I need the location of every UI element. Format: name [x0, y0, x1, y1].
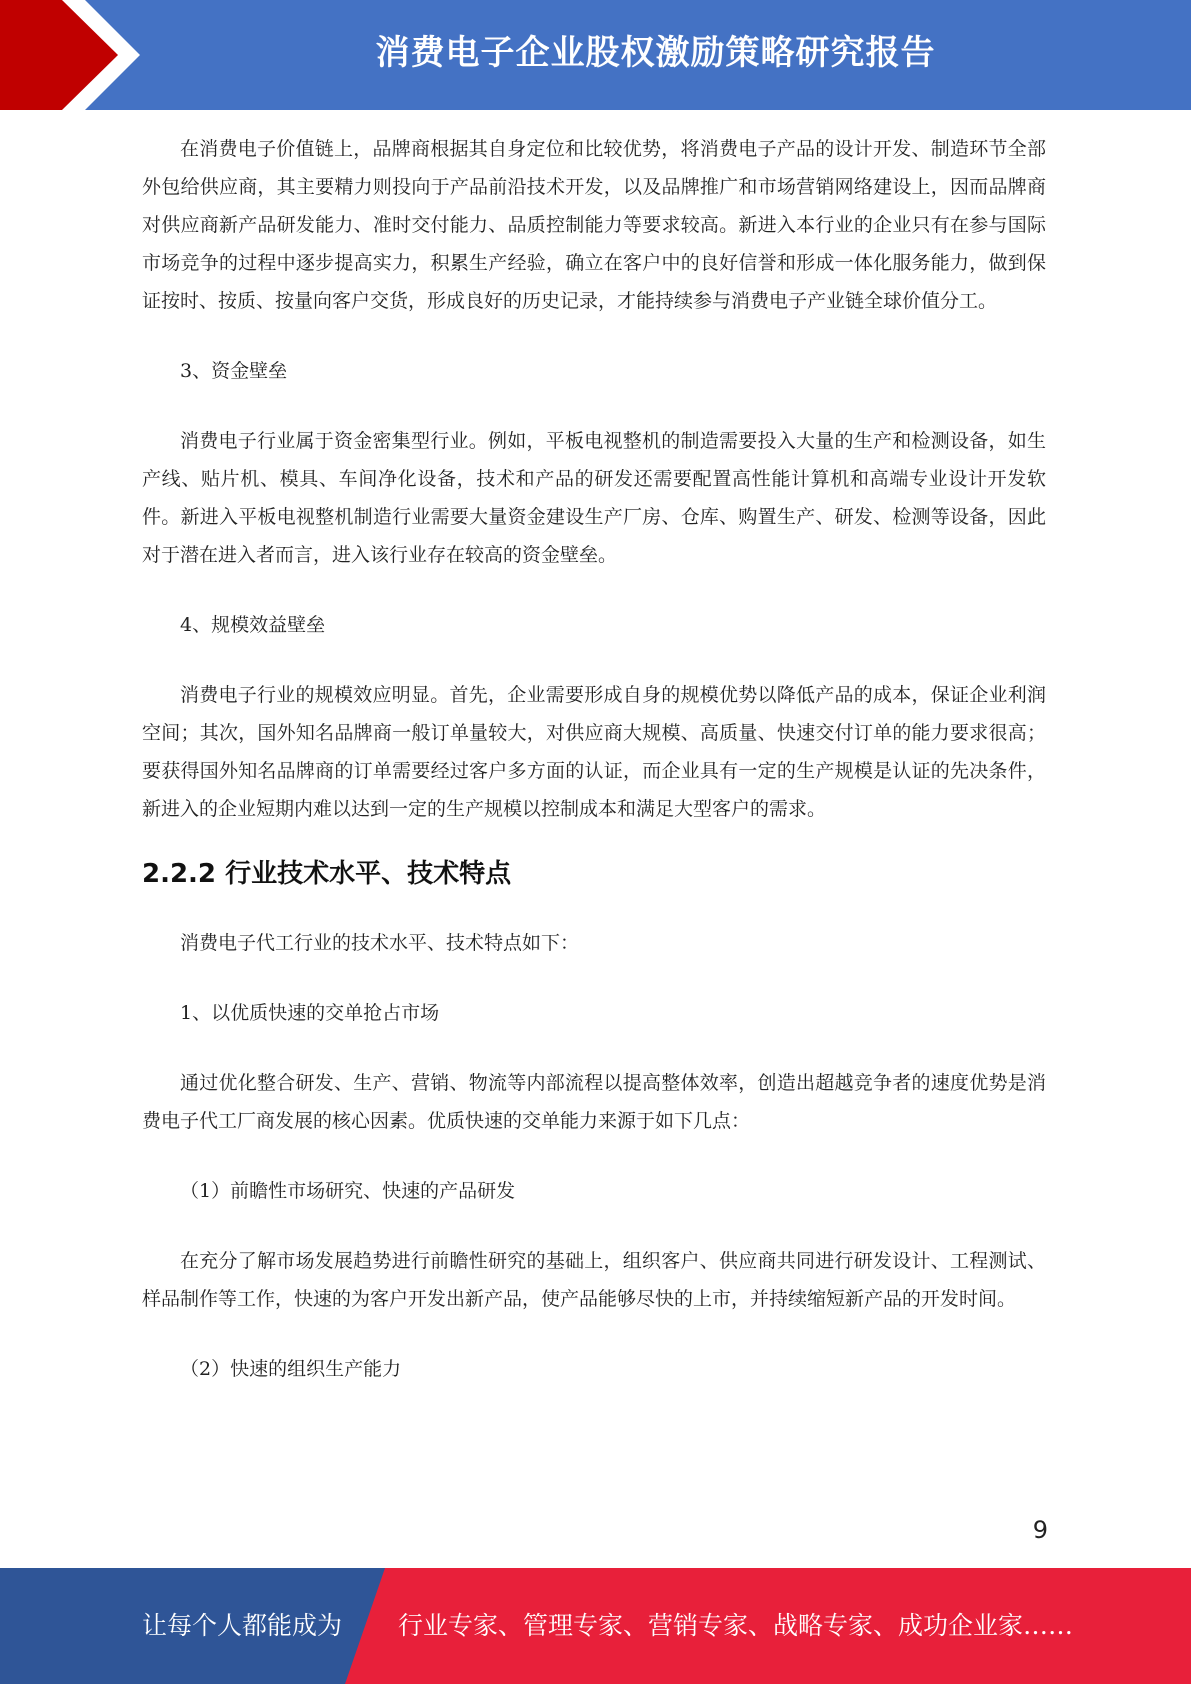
page-number: 9	[1032, 1516, 1048, 1544]
header-arrow-decoration	[0, 0, 180, 110]
report-title: 消费电子企业股权激励策略研究报告	[375, 33, 936, 73]
paragraph: 消费电子代工行业的技术水平、技术特点如下：	[180, 932, 580, 954]
sub-item: （1）前瞻性市场研究、快速的产品研发	[180, 1180, 516, 1202]
paragraph: 消费电子行业属于资金密集型行业。例如，平板电视整机的制造需要投入大量的生产和检测设备，如生产线、贴片机、模具、车间净化设备，技术和产品的研发还需要配置高性能计算机和高端专业设计开发软件。新进入平板电视整机制造行业需要大量资金建设生产厂房、仓库、购置生产、研发、检测等设备，因此对于潜在进入者而言，进入该行业存在较高的资金壁垒。	[142, 430, 1046, 566]
section-heading: 2.2.2 行业技术水平、技术特点	[142, 859, 512, 889]
page-footer	[0, 1568, 1191, 1684]
document-body	[142, 130, 1046, 1388]
footer-slogan-right: 行业专家、管理专家、营销专家、战略专家、成功企业家……	[398, 1611, 1074, 1640]
paragraph: 通过优化整合研发、生产、营销、物流等内部流程以提高整体效率，创造出超越竞争者的速度优势是消费电子代工厂商发展的核心因素。优质快速的交单能力来源于如下几点：	[142, 1072, 1046, 1132]
paragraph: 在充分了解市场发展趋势进行前瞻性研究的基础上，组织客户、供应商共同进行研发设计、工程测试、样品制作等工作，快速的为客户开发出新产品，使产品能够尽快的上市，并持续缩短新产品的开发时间。	[142, 1250, 1046, 1310]
list-item: 1、以优质快速的交单抢占市场	[180, 1002, 440, 1024]
sub-item: （2）快速的组织生产能力	[180, 1358, 402, 1380]
subheading-capital-barrier: 3、资金壁垒	[180, 360, 288, 382]
subheading-scale-barrier: 4、规模效益壁垒	[180, 614, 326, 636]
footer-slogan-left: 让每个人都能成为	[142, 1611, 343, 1640]
page-header	[0, 0, 1191, 110]
paragraph: 在消费电子价值链上，品牌商根据其自身定位和比较优势，将消费电子产品的设计开发、制造环节全部外包给供应商，其主要精力则投向于产品前沿技术开发，以及品牌推广和市场营销网络建设上，因而品牌商对供应商新产品研发能力、准时交付能力、品质控制能力等要求较高。新进入本行业的企业只有在参与国际市场竞争的过程中逐步提高实力，积累生产经验，确立在客户中的良好信誉和形成一体化服务能力，做到保证按时、按质、按量向客户交货，形成良好的历史记录，才能持续参与消费电子产业链全球价值分工。	[142, 138, 1046, 312]
paragraph: 消费电子行业的规模效应明显。首先，企业需要形成自身的规模优势以降低产品的成本，保证企业利润空间；其次，国外知名品牌商一般订单量较大，对供应商大规模、高质量、快速交付订单的能力要求很高；要获得国外知名品牌商的订单需要经过客户多方面的认证，而企业具有一定的生产规模是认证的先决条件，新进入的企业短期内难以达到一定的生产规模以控制成本和满足大型客户的需求。	[142, 684, 1046, 820]
